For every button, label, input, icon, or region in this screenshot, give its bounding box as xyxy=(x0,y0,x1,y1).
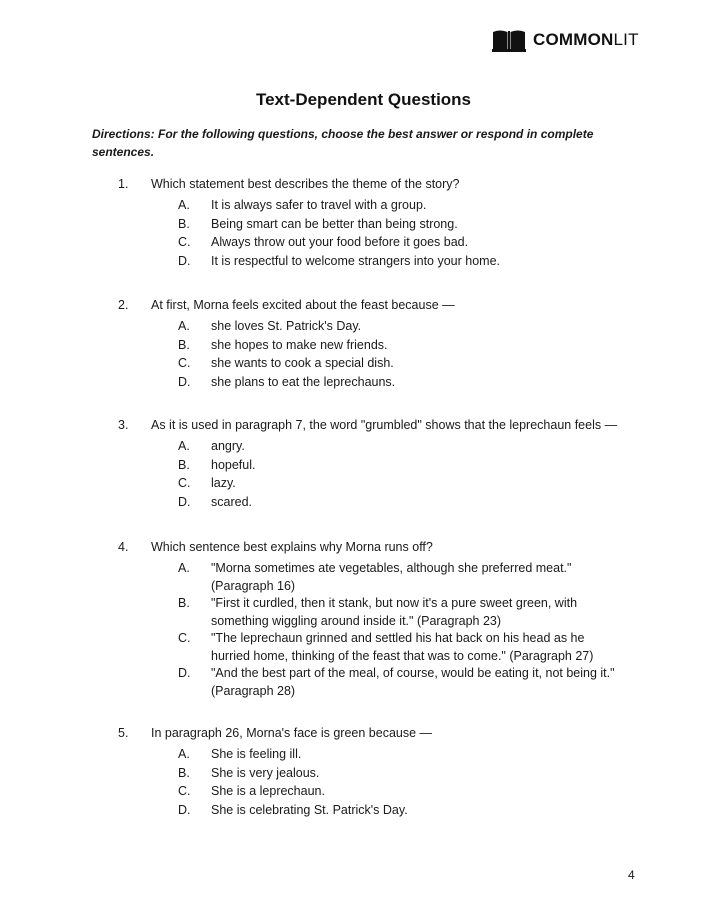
option-text: She is a leprechaun. xyxy=(211,784,325,798)
option-c xyxy=(0,234,727,253)
question-number: 2. xyxy=(118,298,129,312)
option-text: She is celebrating St. Patrick's Day. xyxy=(211,802,408,817)
answer-options xyxy=(0,197,727,271)
book-icon xyxy=(492,28,526,52)
option-letter: D. xyxy=(178,802,191,817)
option-b xyxy=(0,216,727,235)
option-letter: D. xyxy=(178,253,191,268)
option-letter: B. xyxy=(178,765,190,780)
option-letter: B. xyxy=(178,457,190,472)
option-text: Always throw out your food before it goes bad. xyxy=(211,235,469,249)
question-text: At first, Morna feels excited about the feast because — xyxy=(151,298,455,312)
option-text: "First it curdled, then it stank, but now it's a pure sweet green, with something wiggling around inside it." (Paragraph 23) xyxy=(211,596,578,628)
question-text: In paragraph 26, Morna's face is green because — xyxy=(151,726,433,740)
option-text: scared. xyxy=(211,494,252,509)
brand-bold: COMMON xyxy=(533,30,614,49)
option-b xyxy=(0,595,727,630)
option-text: "The leprechaun grinned and settled his hat back on his head as he hurried home, thinking of the feast that was to come." (Paragraph 27) xyxy=(211,631,594,663)
option-letter: C. xyxy=(178,235,191,249)
directions: Directions: For the following questions, choose the best answer or respond in complete sentences. xyxy=(92,127,594,159)
question-text: Which statement best describes the theme of the story? xyxy=(151,177,460,191)
option-text: hopeful. xyxy=(211,457,256,472)
answer-options xyxy=(0,318,727,392)
option-letter: D. xyxy=(178,374,191,389)
option-letter: A. xyxy=(178,319,190,333)
option-b xyxy=(0,765,727,784)
option-c xyxy=(0,630,727,665)
option-c xyxy=(0,475,727,494)
option-text: angry. xyxy=(211,439,245,453)
option-d xyxy=(0,374,727,393)
question-text: As it is used in paragraph 7, the word "grumbled" shows that the leprechaun feels — xyxy=(151,418,618,432)
option-letter: B. xyxy=(178,337,190,352)
question-number: 4. xyxy=(118,540,129,554)
option-c xyxy=(0,355,727,374)
option-d xyxy=(0,494,727,513)
option-a xyxy=(0,197,727,216)
option-text: It is always safer to travel with a group. xyxy=(211,198,427,212)
option-text: "Morna sometimes ate vegetables, although she preferred meat." (Paragraph 16) xyxy=(211,561,572,593)
option-letter: B. xyxy=(178,596,190,610)
brand-name xyxy=(533,30,639,50)
option-d xyxy=(0,802,727,821)
option-a xyxy=(0,560,727,595)
option-letter: A. xyxy=(178,439,190,453)
option-text: she hopes to make new friends. xyxy=(211,337,388,352)
option-a xyxy=(0,318,727,337)
option-letter: B. xyxy=(178,216,190,231)
option-letter: C. xyxy=(178,356,191,370)
answer-options xyxy=(0,560,727,700)
answer-options xyxy=(0,438,727,512)
option-letter: A. xyxy=(178,747,190,761)
commonlit-logo xyxy=(492,28,639,52)
option-text: Being smart can be better than being strong. xyxy=(211,216,458,231)
option-d xyxy=(0,253,727,272)
option-text: lazy. xyxy=(211,476,236,490)
brand-regular: LIT xyxy=(613,30,639,49)
option-letter: C. xyxy=(178,476,191,490)
answer-options xyxy=(0,746,727,820)
option-letter: A. xyxy=(178,198,190,212)
option-text: She is very jealous. xyxy=(211,765,320,780)
question-number: 5. xyxy=(118,726,129,740)
option-letter: C. xyxy=(178,784,191,798)
page-title: Text-Dependent Questions xyxy=(255,90,472,109)
option-letter: C. xyxy=(178,631,191,645)
option-d xyxy=(0,665,727,700)
option-text: She is feeling ill. xyxy=(211,747,302,761)
question-number: 3. xyxy=(118,418,129,432)
option-text: she wants to cook a special dish. xyxy=(211,356,394,370)
option-text: "And the best part of the meal, of course, would be eating it, not being it." (Paragraph 28) xyxy=(211,666,615,698)
option-text: she plans to eat the leprechauns. xyxy=(211,374,396,389)
question-text: Which sentence best explains why Morna runs off? xyxy=(151,540,433,554)
option-text: she loves St. Patrick's Day. xyxy=(211,319,362,333)
option-a xyxy=(0,746,727,765)
page-number: 4 xyxy=(628,868,635,882)
option-a xyxy=(0,438,727,457)
option-b xyxy=(0,337,727,356)
option-letter: A. xyxy=(178,561,190,575)
option-text: It is respectful to welcome strangers into your home. xyxy=(211,253,501,268)
option-b xyxy=(0,457,727,476)
question-number: 1. xyxy=(118,177,129,191)
option-letter: D. xyxy=(178,666,191,680)
option-c xyxy=(0,783,727,802)
option-letter: D. xyxy=(178,494,191,509)
